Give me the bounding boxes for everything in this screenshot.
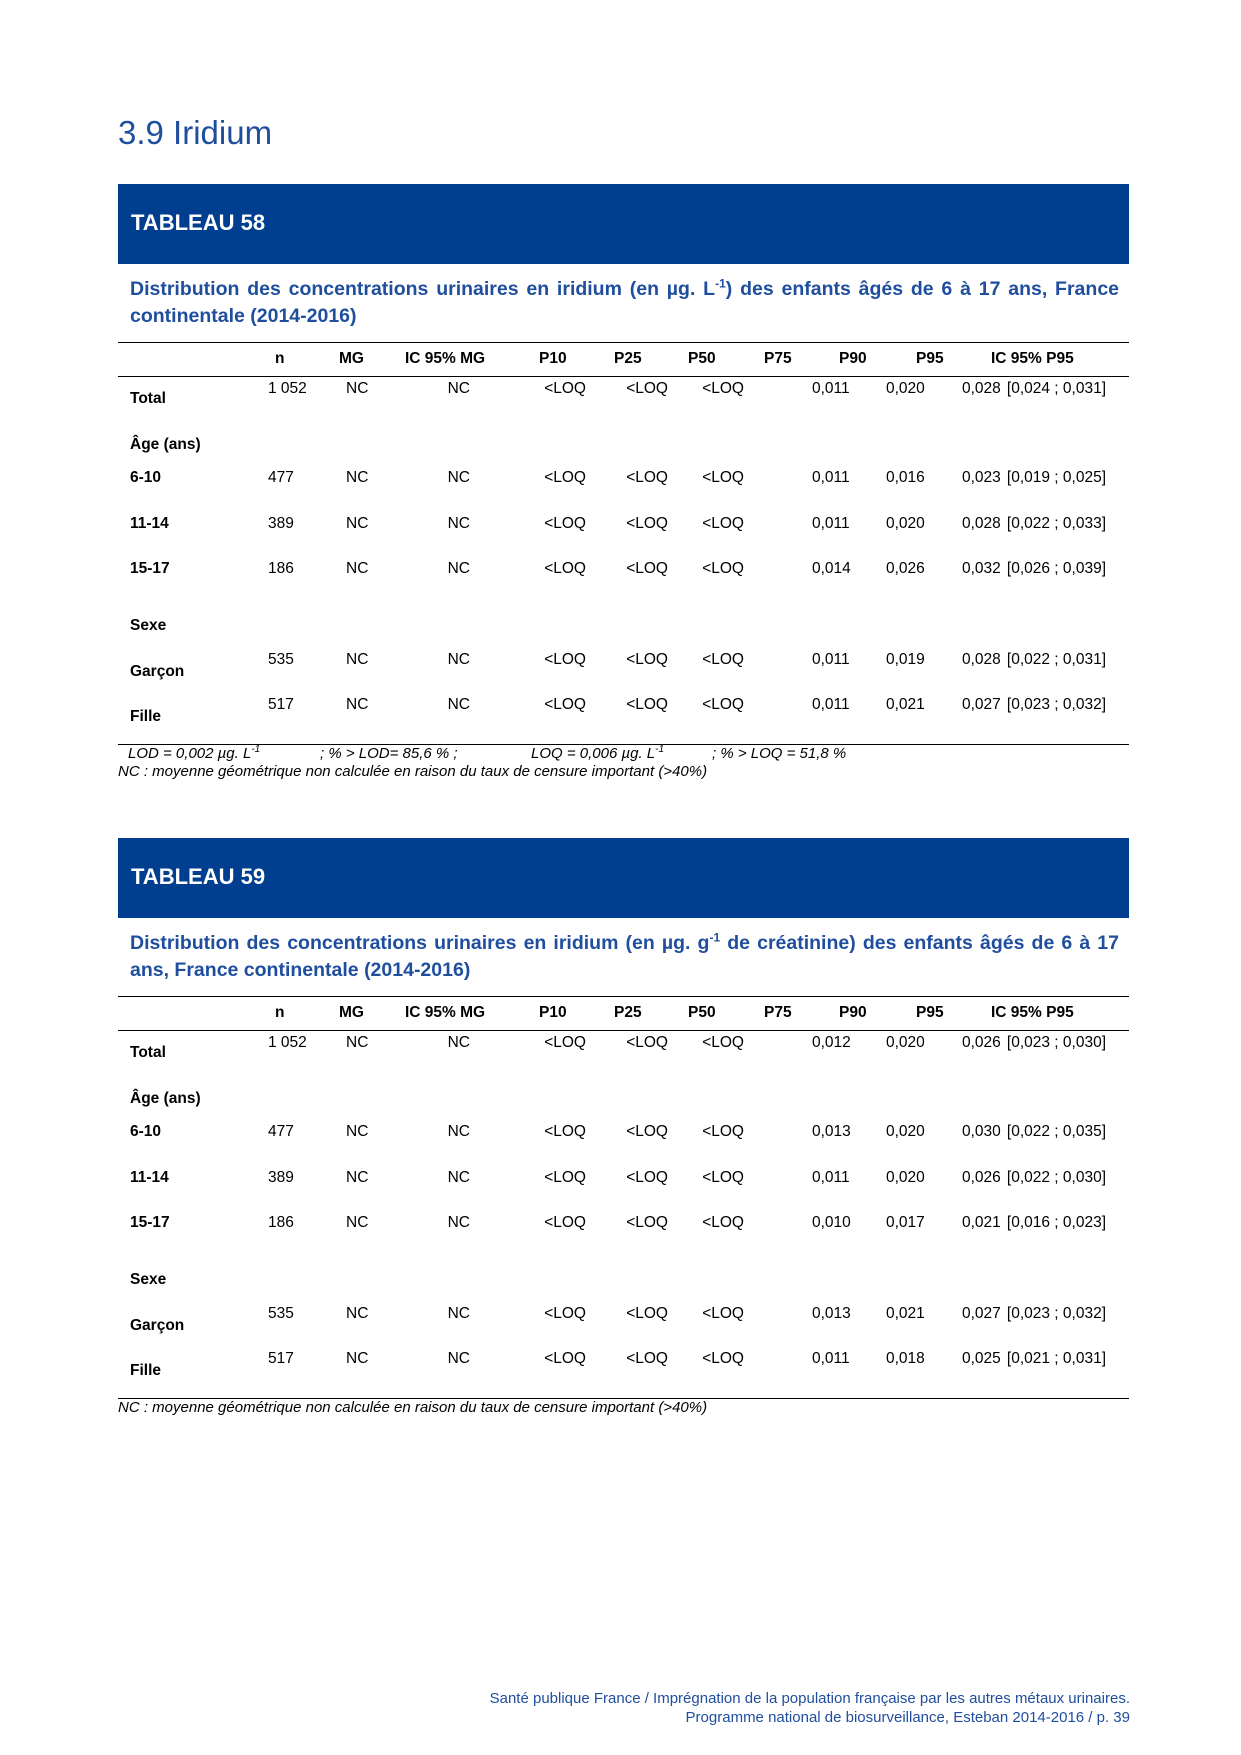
cell-p25: <LOQ xyxy=(626,469,668,486)
cell-p25: <LOQ xyxy=(626,1305,668,1322)
cell-ic-p95: [0,021 ; 0,031] xyxy=(1006,1350,1106,1367)
cell-p90: 0,019 xyxy=(886,651,925,668)
column-header-mg: MG xyxy=(339,350,364,367)
table-58-label: TABLEAU 58 xyxy=(131,210,266,235)
caption-text: Distribution des concentrations urinaires en iridium (en µg. g xyxy=(130,932,710,954)
cell-p10: <LOQ xyxy=(544,651,586,668)
cell-p75: 0,011 xyxy=(812,651,850,668)
header-divider xyxy=(118,1030,1129,1031)
row-label: 6-10 xyxy=(130,1123,162,1140)
column-header-p25: P25 xyxy=(614,1004,642,1021)
cell-p10: <LOQ xyxy=(544,560,586,577)
cell-p25: <LOQ xyxy=(626,1123,668,1140)
caption-superscript: -1 xyxy=(709,930,721,945)
cell-p25: <LOQ xyxy=(626,651,668,668)
cell-p90: 0,021 xyxy=(886,696,925,713)
cell-p50: <LOQ xyxy=(702,515,744,532)
table-59-notes xyxy=(118,1399,707,1417)
cell-mg: NC xyxy=(346,1169,369,1186)
cell-ic-mg: NC xyxy=(447,696,470,713)
cell-p75: 0,014 xyxy=(812,560,851,577)
cell-p50: <LOQ xyxy=(702,1123,744,1140)
cell-p10: <LOQ xyxy=(544,1169,586,1186)
header-divider xyxy=(118,376,1129,377)
caption-text: de créatinine) des enfants âgés de 6 à 17 ans, France continentale (2014-2016) xyxy=(130,932,1119,981)
cell-ic-mg: NC xyxy=(447,469,470,486)
cell-p10: <LOQ xyxy=(544,696,586,713)
cell-mg: NC xyxy=(346,1350,369,1367)
cell-p10: <LOQ xyxy=(544,1034,586,1051)
cell-mg: NC xyxy=(346,1034,369,1051)
table-59-label: TABLEAU 59 xyxy=(131,864,266,889)
column-header-p75: P75 xyxy=(764,350,792,367)
cell-p95: 0,032 xyxy=(962,560,1001,577)
cell-n: 1 052 xyxy=(268,1034,307,1051)
cell-p50: <LOQ xyxy=(702,1169,744,1186)
row-label: Total xyxy=(130,1044,166,1061)
cell-ic-p95: [0,023 ; 0,032] xyxy=(1006,696,1106,713)
cell-p25: <LOQ xyxy=(626,1350,668,1367)
cell-p95: 0,021 xyxy=(962,1214,1001,1231)
cell-ic-p95: [0,022 ; 0,035] xyxy=(1006,1123,1106,1140)
cell-p75: 0,012 xyxy=(812,1034,851,1051)
table-58 xyxy=(118,342,1129,745)
table-58-notes xyxy=(118,745,918,781)
cell-n: 477 xyxy=(268,1123,294,1140)
cell-p90: 0,020 xyxy=(886,515,925,532)
cell-ic-p95: [0,022 ; 0,033] xyxy=(1006,515,1106,532)
column-header-n: n xyxy=(275,350,285,367)
row-label: Garçon xyxy=(130,1317,185,1334)
cell-mg: NC xyxy=(346,1123,369,1140)
cell-mg: NC xyxy=(346,1305,369,1322)
table-59-banner xyxy=(118,838,1129,918)
column-header-p95: P95 xyxy=(916,350,944,367)
group-heading-age: Âge (ans) xyxy=(130,1090,201,1107)
cell-ic-mg: NC xyxy=(447,1305,470,1322)
cell-p75: 0,013 xyxy=(812,1305,851,1322)
cell-ic-p95: [0,022 ; 0,030] xyxy=(1006,1169,1106,1186)
column-header-p50: P50 xyxy=(688,1004,716,1021)
cell-p90: 0,020 xyxy=(886,1169,925,1186)
row-label: 11-14 xyxy=(130,1169,169,1186)
cell-n: 535 xyxy=(268,651,294,668)
cell-ic-p95: [0,024 ; 0,031] xyxy=(1006,380,1106,397)
column-header-p10: P10 xyxy=(539,350,567,367)
cell-p25: <LOQ xyxy=(626,696,668,713)
cell-mg: NC xyxy=(346,1214,369,1231)
cell-p25: <LOQ xyxy=(626,1169,668,1186)
cell-p90: 0,020 xyxy=(886,1123,925,1140)
caption-superscript: -1 xyxy=(715,276,726,291)
cell-mg: NC xyxy=(346,651,369,668)
cell-p50: <LOQ xyxy=(702,1350,744,1367)
cell-ic-mg: NC xyxy=(447,1123,470,1140)
column-header-p90: P90 xyxy=(839,350,867,367)
cell-n: 389 xyxy=(268,1169,294,1186)
cell-p50: <LOQ xyxy=(702,651,744,668)
nc-note: NC : moyenne géométrique non calculée en raison du taux de censure important (>40%) xyxy=(118,1399,708,1416)
cell-p10: <LOQ xyxy=(544,1305,586,1322)
table-58-banner xyxy=(118,184,1129,264)
cell-p75: 0,011 xyxy=(812,1350,850,1367)
cell-p10: <LOQ xyxy=(544,515,586,532)
column-header-ic-mg: IC 95% MG xyxy=(405,350,486,367)
cell-p75: 0,013 xyxy=(812,1123,851,1140)
column-header-p10: P10 xyxy=(539,1004,567,1021)
group-heading-sex: Sexe xyxy=(130,1271,167,1288)
section-title: 3.9 Iridium xyxy=(118,114,273,151)
cell-ic-p95: [0,026 ; 0,039] xyxy=(1006,560,1106,577)
group-heading-sex: Sexe xyxy=(130,617,167,634)
cell-ic-p95: [0,019 ; 0,025] xyxy=(1006,469,1106,486)
cell-p90: 0,018 xyxy=(886,1350,925,1367)
cell-p95: 0,030 xyxy=(962,1123,1001,1140)
cell-mg: NC xyxy=(346,560,369,577)
cell-mg: NC xyxy=(346,515,369,532)
cell-mg: NC xyxy=(346,380,369,397)
cell-n: 186 xyxy=(268,560,294,577)
cell-p90: 0,020 xyxy=(886,380,925,397)
cell-p25: <LOQ xyxy=(626,515,668,532)
nc-note: NC : moyenne géométrique non calculée en raison du taux de censure important (>40%) xyxy=(118,763,708,780)
pct-lod: ; % > LOD= 85,6 % ; xyxy=(320,745,458,762)
column-header-p75: P75 xyxy=(764,1004,792,1021)
footer-line-1: Santé publique France / Imprégnation de la population française par les autres métaux urinaires. xyxy=(489,1690,1130,1707)
cell-ic-mg: NC xyxy=(447,1034,470,1051)
cell-p10: <LOQ xyxy=(544,1350,586,1367)
column-header-p50: P50 xyxy=(688,350,716,367)
cell-n: 517 xyxy=(268,1350,294,1367)
pct-loq: ; % > LOQ = 51,8 % xyxy=(712,745,847,762)
group-heading-age: Âge (ans) xyxy=(130,436,201,453)
column-header-p95: P95 xyxy=(916,1004,944,1021)
page-footer xyxy=(490,1689,1130,1727)
cell-p50: <LOQ xyxy=(702,469,744,486)
cell-p25: <LOQ xyxy=(626,380,668,397)
cell-ic-mg: NC xyxy=(447,1169,470,1186)
cell-p25: <LOQ xyxy=(626,560,668,577)
row-label: 6-10 xyxy=(130,469,162,486)
cell-p75: 0,011 xyxy=(812,469,850,486)
cell-n: 535 xyxy=(268,1305,294,1322)
cell-p90: 0,016 xyxy=(886,469,925,486)
cell-p95: 0,028 xyxy=(962,651,1001,668)
cell-ic-p95: [0,016 ; 0,023] xyxy=(1006,1214,1106,1231)
row-label: Fille xyxy=(130,708,162,725)
cell-p10: <LOQ xyxy=(544,1214,586,1231)
cell-p25: <LOQ xyxy=(626,1034,668,1051)
column-header-p25: P25 xyxy=(614,350,642,367)
cell-p95: 0,025 xyxy=(962,1350,1001,1367)
cell-p95: 0,028 xyxy=(962,380,1001,397)
column-header-ic-p95: IC 95% P95 xyxy=(991,350,1074,367)
column-header-ic-mg: IC 95% MG xyxy=(405,1004,486,1021)
column-header-n: n xyxy=(275,1004,285,1021)
cell-n: 1 052 xyxy=(268,380,307,397)
cell-p95: 0,028 xyxy=(962,515,1001,532)
cell-p90: 0,021 xyxy=(886,1305,925,1322)
table-59-caption xyxy=(130,930,1119,984)
table-59 xyxy=(118,996,1129,1399)
cell-p10: <LOQ xyxy=(544,1123,586,1140)
row-label: 11-14 xyxy=(130,515,169,532)
caption-text: Distribution des concentrations urinaires en iridium (en µg. L xyxy=(130,278,716,300)
cell-p75: 0,011 xyxy=(812,380,850,397)
loq-value: LOQ = 0,006 µg. $L^{-1}$ xyxy=(531,744,665,762)
cell-p75: 0,011 xyxy=(812,1169,850,1186)
cell-p75: 0,011 xyxy=(812,515,850,532)
cell-p90: 0,020 xyxy=(886,1034,925,1051)
cell-ic-mg: NC xyxy=(447,515,470,532)
cell-p50: <LOQ xyxy=(702,1034,744,1051)
cell-p90: 0,026 xyxy=(886,560,925,577)
cell-ic-mg: NC xyxy=(447,651,470,668)
table-58-caption xyxy=(130,276,1119,330)
cell-ic-mg: NC xyxy=(447,560,470,577)
cell-ic-mg: NC xyxy=(447,1214,470,1231)
cell-p95: 0,027 xyxy=(962,696,1001,713)
lod-value: LOD = 0,002 µg. $L^{-1}$ xyxy=(128,744,261,762)
cell-ic-p95: [0,022 ; 0,031] xyxy=(1006,651,1106,668)
cell-p50: <LOQ xyxy=(702,1305,744,1322)
cell-n: 186 xyxy=(268,1214,294,1231)
cell-n: 389 xyxy=(268,515,294,532)
cell-p10: <LOQ xyxy=(544,380,586,397)
column-header-mg: MG xyxy=(339,1004,364,1021)
cell-p10: <LOQ xyxy=(544,469,586,486)
cell-p95: 0,026 xyxy=(962,1169,1001,1186)
cell-n: 477 xyxy=(268,469,294,486)
cell-ic-mg: NC xyxy=(447,1350,470,1367)
cell-p25: <LOQ xyxy=(626,1214,668,1231)
cell-p50: <LOQ xyxy=(702,696,744,713)
cell-p95: 0,023 xyxy=(962,469,1001,486)
cell-n: 517 xyxy=(268,696,294,713)
cell-p75: 0,010 xyxy=(812,1214,851,1231)
cell-ic-p95: [0,023 ; 0,030] xyxy=(1006,1034,1106,1051)
footer-line-2: Programme national de biosurveillance, Esteban 2014-2016 / p. 39 xyxy=(685,1709,1130,1726)
cell-mg: NC xyxy=(346,469,369,486)
cell-ic-p95: [0,023 ; 0,032] xyxy=(1006,1305,1106,1322)
cell-ic-mg: NC xyxy=(447,380,470,397)
row-label: Garçon xyxy=(130,663,185,680)
cell-p50: <LOQ xyxy=(702,380,744,397)
cell-p95: 0,027 xyxy=(962,1305,1001,1322)
column-header-p90: P90 xyxy=(839,1004,867,1021)
cell-p50: <LOQ xyxy=(702,560,744,577)
row-label: 15-17 xyxy=(130,1214,170,1231)
cell-mg: NC xyxy=(346,696,369,713)
row-label: Total xyxy=(130,390,166,407)
row-label: Fille xyxy=(130,1362,162,1379)
lod-note xyxy=(118,745,918,763)
cell-p95: 0,026 xyxy=(962,1034,1001,1051)
cell-p50: <LOQ xyxy=(702,1214,744,1231)
cell-p90: 0,017 xyxy=(886,1214,925,1231)
caption-text: ) des enfants âgés de 6 à 17 ans, France continentale (2014-2016) xyxy=(130,278,1120,327)
cell-p75: 0,011 xyxy=(812,696,850,713)
column-header-ic-p95: IC 95% P95 xyxy=(991,1004,1074,1021)
row-label: 15-17 xyxy=(130,560,170,577)
